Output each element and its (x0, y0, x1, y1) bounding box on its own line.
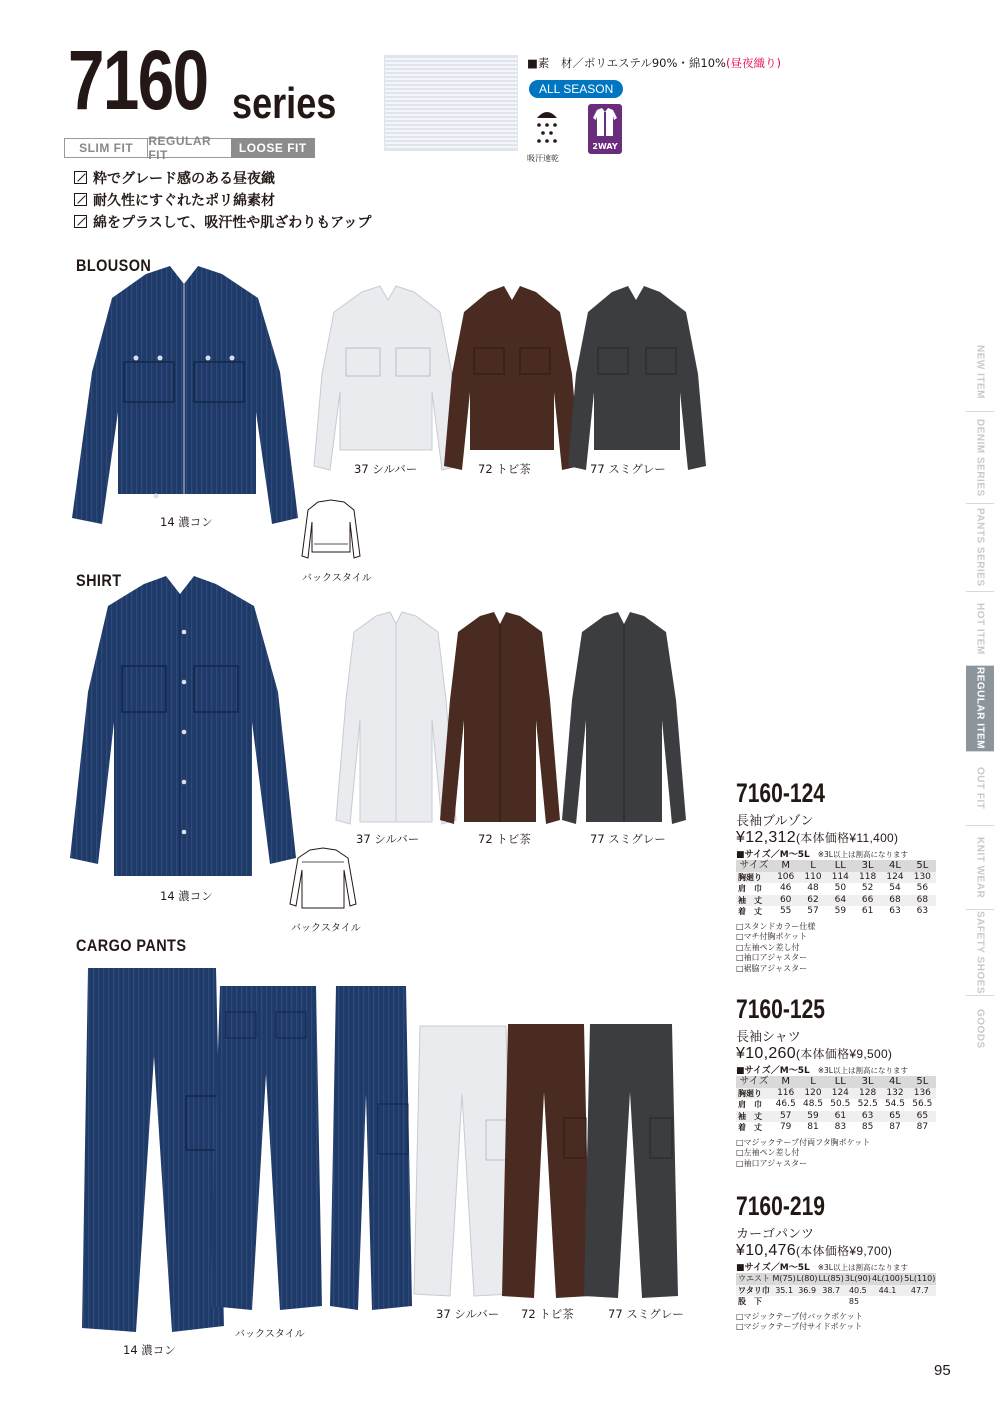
shirt-brown-image (438, 610, 562, 830)
product-pants (736, 1193, 956, 1333)
series-word: series (232, 79, 337, 128)
tab-regular-item[interactable]: REGULAR ITEM (966, 666, 994, 752)
table-row: ワタリ巾 35.1 36.9 38.7 40.5 44.1 47.7 (736, 1285, 936, 1297)
pants-back-label: バックスタイル (235, 1329, 305, 1340)
shirt-navy-image (66, 572, 298, 882)
checkbox-icon (74, 215, 87, 228)
product-price: ¥10,260(本体価格¥9,500) (736, 1045, 893, 1062)
two-way-icon: 2WAY (588, 104, 622, 154)
pants-silver-image (412, 1024, 514, 1300)
fit-loose: LOOSE FIT (231, 138, 315, 158)
blouson-silver-label: 37 シルバー (354, 462, 418, 476)
feature-options: □スタンドカラー仕様 □マチ付胸ポケット □左袖ペン差し付 □袖口アジャスター □裾脇アジャスター (736, 921, 816, 973)
product-price: ¥10,476(本体価格¥9,700) (736, 1242, 893, 1259)
blouson-navy-label: 14 濃コン (160, 515, 213, 529)
pants-navy-label: 14 濃コン (123, 1343, 176, 1357)
fabric-swatch (384, 55, 518, 151)
tab-pants-series[interactable]: PANTS SERIES (966, 504, 994, 592)
tab-knit-wear[interactable]: KNIT WEAR (966, 826, 994, 910)
shirt-navy-label: 14 濃コン (160, 889, 213, 903)
tab-goods[interactable]: GOODS (974, 1009, 986, 1049)
table-row: 胸廻り 116 120 124 128 132 136 (736, 1088, 936, 1100)
feature-options: □マジックテープ付バックポケット □マジックテープ付サイドポケット (736, 1311, 863, 1331)
size-table-header: サイズ M L LL 3L 4L 5L (736, 860, 936, 872)
feature-item: 耐久性にすぐれたポリ綿素材 (74, 190, 371, 212)
material-line: ■素 材／ポリエステル90%・綿10%(昼夜織り) (527, 56, 781, 70)
table-row: 着 丈 55 57 59 61 63 63 (738, 906, 929, 916)
blouson-gray-label: 77 スミグレー (590, 462, 666, 476)
blouson-brown-image (442, 284, 582, 474)
tab-safety-shoes[interactable]: SAFETY SHOES (966, 910, 994, 996)
shirt-brown-label: 72 トビ茶 (478, 832, 531, 846)
tab-denim-series[interactable]: DENIM SERIES (966, 412, 994, 504)
table-row: 袖 丈 60 62 64 66 68 68 (736, 895, 936, 907)
shirt-silver-label: 37 シルバー (356, 832, 420, 846)
product-code: 7160-124 (736, 778, 826, 808)
size-range: ■サイズ／M～5L ※3L以上は割高になります (736, 1066, 908, 1076)
sweat-dry-icon (531, 108, 563, 148)
product-blouson (736, 780, 956, 974)
season-badge: ALL SEASON (529, 80, 623, 98)
product-name: カーゴパンツ (736, 1227, 815, 1242)
blouson-silver-image (312, 284, 462, 474)
shirt-gray-image (560, 610, 688, 830)
blouson-heading: BLOUSON (76, 256, 152, 275)
pants-navy-side-image (328, 984, 414, 1314)
table-row: 袖 丈 57 59 61 63 65 65 (736, 1111, 936, 1123)
blouson-gray-image (566, 284, 708, 474)
feature-item: 粋でグレード感のある昼夜織 (74, 168, 371, 190)
shirt-back-label: バックスタイル (291, 923, 361, 934)
pants-navy-back-image (206, 984, 324, 1314)
tab-out-fit[interactable]: OUT FIT (966, 752, 994, 826)
blouson-back-label: バックスタイル (302, 573, 372, 584)
shirt-gray-label: 77 スミグレー (590, 832, 666, 846)
pants-brown-label: 72 トビ茶 (521, 1307, 574, 1321)
product-code: 7160-125 (736, 994, 826, 1024)
shirt-back-sketch (288, 846, 358, 912)
table-row: 肩 巾 46.5 48.5 50.5 52.5 54.5 56.5 (738, 1099, 933, 1109)
fit-selector (64, 134, 314, 162)
feature-item: 綿をプラスして、吸汗性や肌ざわりもアップ (74, 212, 371, 234)
pants-gray-image (582, 1022, 680, 1302)
table-row: 胸廻り 106 110 114 118 124 130 (736, 872, 936, 884)
feature-list (74, 168, 371, 234)
fit-regular: REGULAR FIT (147, 138, 231, 158)
size-table-header: サイズ M L LL 3L 4L 5L (736, 1076, 936, 1088)
table-row: 肩 巾 46 48 50 52 54 56 (738, 883, 929, 893)
shirt-heading: SHIRT (76, 571, 122, 590)
pants-silver-label: 37 シルバー (436, 1307, 500, 1321)
product-price: ¥12,312(本体価格¥11,400) (736, 829, 899, 846)
pants-brown-image (500, 1022, 592, 1302)
pants-gray-label: 77 スミグレー (608, 1307, 684, 1321)
blouson-brown-label: 72 トビ茶 (478, 462, 531, 476)
size-table (736, 1273, 936, 1308)
pants-navy-image (78, 966, 226, 1340)
product-code: 7160-219 (736, 1191, 826, 1221)
feature-options: □マジックテープ付両フタ胸ポケット □左袖ペン差し付 □袖口アジャスター (736, 1137, 871, 1168)
product-name: 長袖シャツ (736, 1030, 801, 1045)
jacket-icon (588, 104, 622, 140)
checkbox-icon (74, 193, 87, 206)
size-range: ■サイズ／M～5L ※3L以上は割高になります (736, 1263, 908, 1273)
checkbox-icon (74, 171, 87, 184)
tab-new-item[interactable]: NEW ITEM (966, 332, 994, 412)
pants-heading: CARGO PANTS (76, 936, 187, 955)
table-row: 股 下 85 (738, 1297, 860, 1306)
size-table-header: ウエスト M(75) L(80) LL(85) 3L(90) 4L(100) 5L(110) (738, 1274, 936, 1283)
product-name: 長袖ブルゾン (736, 814, 814, 829)
product-shirt (736, 996, 956, 1169)
series-number: 7160 (68, 33, 208, 127)
sweat-dry-label: 吸汗速乾 (527, 154, 559, 163)
size-table (736, 1076, 936, 1134)
size-range: ■サイズ／M～5L ※3L以上は割高になります (736, 850, 908, 860)
fit-slim: SLIM FIT (64, 138, 148, 158)
blouson-navy-image (66, 262, 302, 540)
size-table (736, 860, 936, 918)
table-row: 着 丈 79 81 83 85 87 87 (738, 1122, 929, 1132)
tab-hot-item[interactable]: HOT ITEM (966, 592, 994, 666)
page-number: 95 (934, 1362, 951, 1379)
blouson-back-sketch (300, 498, 362, 562)
